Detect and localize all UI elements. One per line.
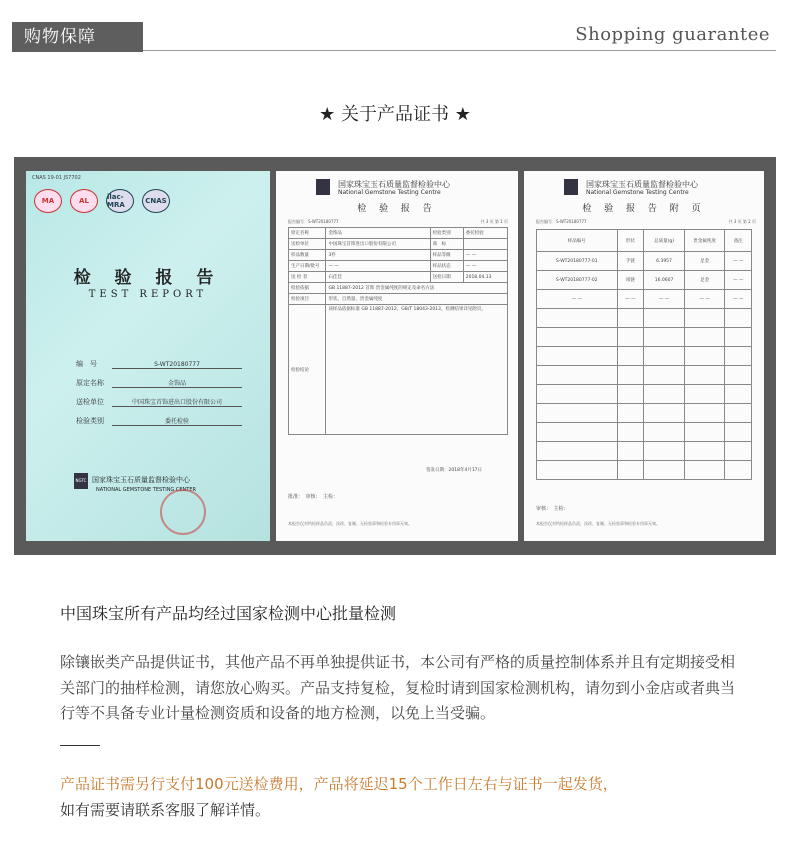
table-row	[537, 385, 752, 404]
table-row: 检验依据 GB 11887-2012 首饰 贵金属纯度的规定及命名方法	[289, 283, 508, 294]
appendix-signatures: 审核： 主检：	[536, 506, 569, 512]
table-header-row: 样品编号 形状 总质量(g) 贵金属纯度 备注	[537, 230, 752, 252]
appendix-table	[536, 229, 752, 480]
cover-field: 原定名称 金饰品	[76, 378, 256, 388]
cover-field: 编 号 S-WT20180777	[76, 359, 256, 369]
appendix-note: 本报告仅对所检样品负责，涂改、复制、无检验章和检验专用章无效。	[536, 521, 660, 526]
report-signatures: 批准： 审核： 主检：	[288, 494, 339, 500]
contact-notice: 如有需要请联系客服了解详情。	[60, 801, 271, 819]
table-row	[537, 442, 752, 461]
certificate-appendix-image	[524, 171, 764, 541]
table-row: — — — — — — — — — —	[537, 290, 752, 309]
header-title-en: Shopping guarantee	[575, 24, 770, 45]
header-divider	[143, 50, 776, 51]
report-org-cn: 国家珠宝玉石质量监督检验中心	[338, 180, 450, 189]
report-number: 报告编号：S-WT20180777	[288, 219, 339, 224]
table-row	[537, 404, 752, 423]
cover-org-cn: 国家珠宝玉石质量监督检验中心	[92, 476, 190, 484]
appendix-org-en: National Gemstone Testing Centre	[586, 189, 689, 196]
table-row: 送 检 者 石佳佳 送检日期 2018.04.13	[289, 272, 508, 283]
cover-field: 送检单位 中国珠宝首饰进出口股份有限公司	[76, 397, 256, 407]
cert-section-title: ★ 关于产品证书 ★	[319, 104, 471, 125]
appendix-title: 检 验 报 告 附 页	[582, 204, 706, 214]
ma-logo-icon: MA	[34, 189, 62, 213]
cover-org-en: NATIONAL GEMSTONE TESTING CENTER	[96, 487, 196, 493]
al-logo-icon: AL	[70, 189, 98, 213]
table-row	[537, 423, 752, 442]
cover-title: 检 验 报 告	[73, 268, 223, 288]
appendix-org-cn: 国家珠宝玉石质量监督检验中心	[586, 180, 698, 189]
info-heading: 中国珠宝所有产品均经过国家检测中心批量检测	[60, 604, 397, 623]
appendix-page: 共 3 页 第 2 页	[728, 219, 756, 224]
table-row	[537, 347, 752, 366]
ngtc-logo-icon	[564, 179, 578, 195]
fee-notice-block	[60, 771, 740, 823]
table-row: 送检单位 中国珠宝首饰进出口股份有限公司 商 标	[289, 239, 508, 250]
table-row	[537, 328, 752, 347]
ilac-logo-icon: ilac-MRA	[106, 189, 134, 213]
cover-field: 检验类别 委托检验	[76, 416, 256, 426]
page-header	[0, 22, 790, 52]
table-row: 原定名称 金饰品 检验类别 委托检验	[289, 228, 508, 239]
table-row	[537, 366, 752, 385]
cover-subtitle: TEST REPORT	[88, 289, 208, 300]
table-row: 样品数量 3件 样品等级 — —	[289, 250, 508, 261]
report-table	[288, 227, 508, 435]
red-seal-icon	[160, 489, 206, 535]
table-row: S-WT20180777-02 项链 16.0607 足金 — —	[537, 271, 752, 290]
ngtc-logo-icon	[316, 179, 330, 195]
report-date: 签发日期：2018年4月17日	[426, 468, 483, 473]
certificate-cover-image	[26, 171, 270, 541]
accreditation-logos	[34, 189, 170, 213]
certificate-report-image	[276, 171, 518, 541]
table-row: S-WT20180777-01 手链 6.3957 足金 — —	[537, 252, 752, 271]
fee-notice: 产品证书需另行支付100元送检费用，产品将延迟15个工作日左右与证书一起发货，	[60, 775, 618, 793]
cnas-logo-icon: CNAS	[142, 189, 170, 213]
table-row	[537, 461, 752, 480]
report-title: 检 验 报 告	[357, 204, 437, 214]
info-description: 除镶嵌类产品提供证书，其他产品不再单独提供证书，本公司有严格的质量控制体系并且有定期接受相关部门的抽样检测，请您放心购买。产品支持复检，复检时请到国家检测机构，请勿到小金店或者典当行等不具备专业计量检测资质和设备的地方检测，以免上当受骗。	[60, 653, 736, 722]
report-note: 本报告仅对所检样品负责，涂改、复制、无检验章和检验专用章无效。	[288, 521, 412, 526]
table-row	[537, 309, 752, 328]
certificate-gallery	[14, 157, 776, 555]
table-row: 检验结论 该样品依据标准 GB 11887-2012、GB/T 18043-2013，检测结果详见附页。	[289, 305, 508, 435]
table-row: 检验项目 形状、自然量、贵金属纯度	[289, 294, 508, 305]
report-org-en: National Gemstone Testing Centre	[338, 189, 441, 196]
section-divider	[60, 745, 100, 746]
cover-top-code: CNAS 19-01 JS7702	[32, 175, 81, 181]
report-page: 共 3 页 第 1 页	[480, 219, 508, 224]
appendix-number: 报告编号：S-WT20180777	[536, 219, 587, 224]
table-row: 生产日期/批号 — — 样品状态 — —	[289, 261, 508, 272]
ngtc-logo-icon: NGTC	[74, 473, 88, 489]
header-title-cn: 购物保障	[12, 22, 143, 52]
